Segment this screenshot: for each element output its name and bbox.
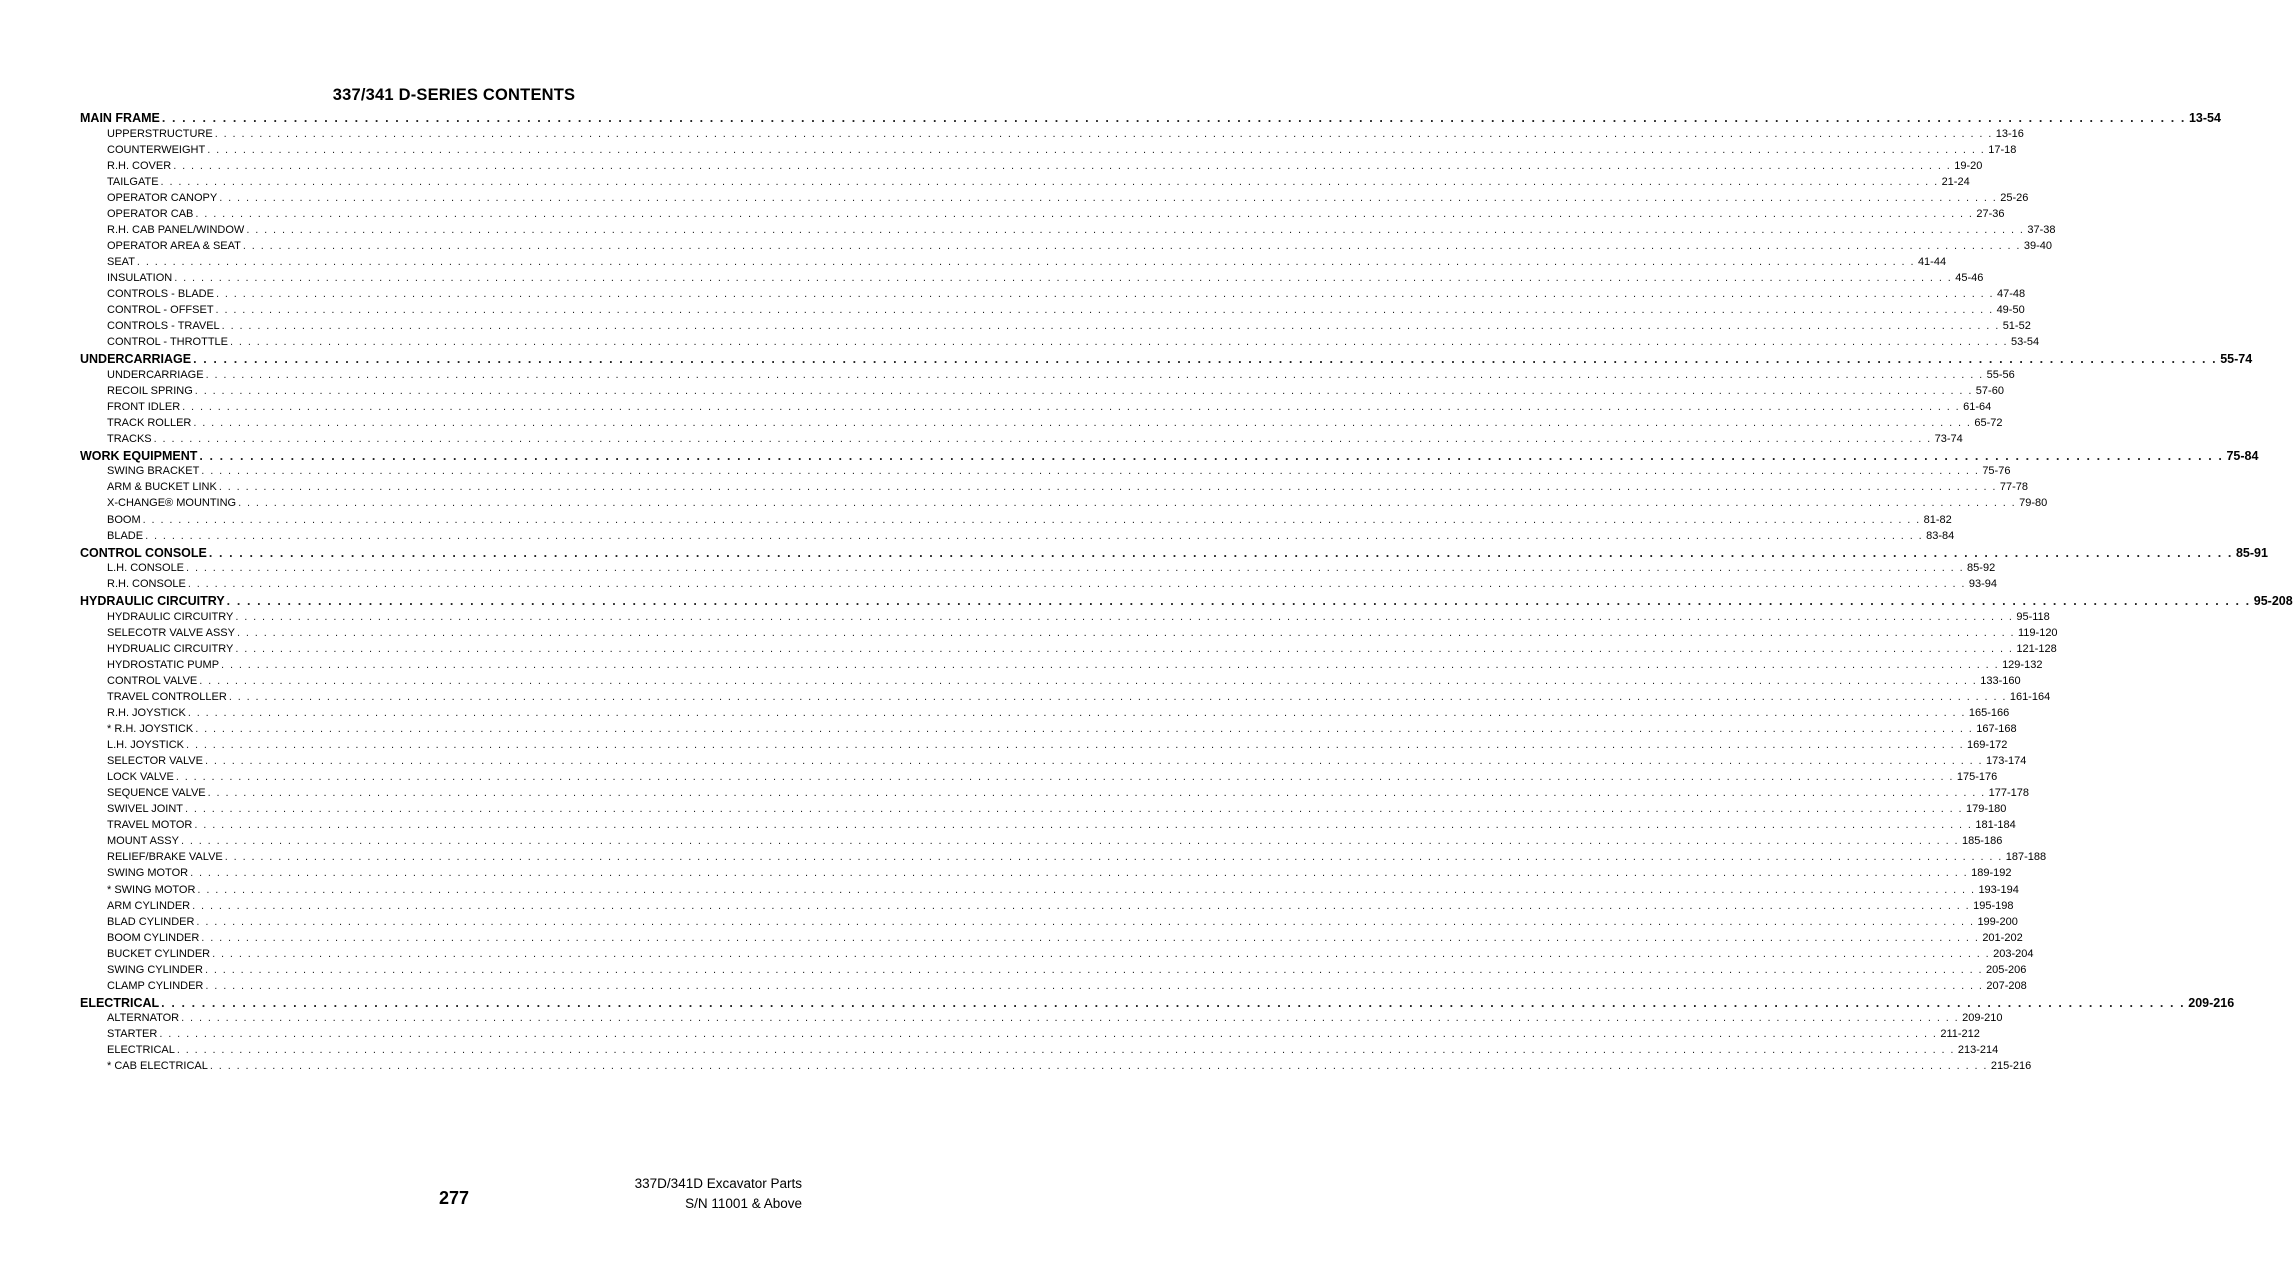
- toc-entry-pages: 61-64: [1963, 400, 1992, 413]
- toc-entry: [80, 304, 2025, 320]
- toc-entry: [80, 336, 2040, 352]
- toc-section-label: HYDRAULIC CIRCUITRY: [80, 594, 225, 609]
- dot-leader: . . . . . . . . . . . . . . . . . . . . . . . . . . . . . . . . . . . . . . . . . . . . . . . . . . . . . . . . . . . . . . . . . . . . . . . . . . . . . . . . . . . . . . . . . . . . . . . . . . . . . . . . . . . . . . . . . . . . . . . . . . . . . . . . . . . . . . . . . . . . . . . . . . . . . . . . . . . . . . . . . . . . . . . . . . . . . . . . . . . . . . . . . . . . . . . . . . . . . . . .: [221, 658, 2000, 671]
- dot-leader: . . . . . . . . . . . . . . . . . . . . . . . . . . . . . . . . . . . . . . . . . . . . . . . . . . . . . . . . . . . . . . . . . . . . . . . . . . . . . . . . . . . . . . . . . . . . . . . . . . . . . . . . . . . . . . . . . . . . . . . . . . . . . . . . . . . . . . . . . . . . . . . . . . . . . . . . . . . . . . . . . . . . . . . . . . . . . . . . . . . . . . . . . . . . . . . . . . . . . . . .: [221, 320, 2000, 333]
- toc-entry-pages: 181-184: [1975, 819, 2016, 832]
- dot-leader: . . . . . . . . . . . . . . . . . . . . . . . . . . . . . . . . . . . . . . . . . . . . . . . . . . . . . . . . . . . . . . . . . . . . . . . . . . . . . . . . . . . . . . . . . . . . . . . . . . . . . . . . . . . . . . . . . . . . . . . . . . . . . . . . . . . . . . . . . . . . . . . . . . . . . . . . . . . . . . . . . . . . . . . . . . . . . . . . . . . . . . . . . . . . . . . . . . . . . . . .: [201, 931, 1980, 944]
- toc-entry: [80, 674, 2021, 691]
- toc-section-pages: 75-84: [2226, 448, 2259, 463]
- toc-entry-pages: 213-214: [1957, 1044, 1999, 1057]
- toc-entry-label: R.H. COVER: [107, 159, 172, 172]
- toc-entry: [80, 465, 2011, 481]
- toc-entry-pages: 161-164: [2009, 690, 2051, 703]
- toc-entry-pages: 195-198: [1973, 899, 2014, 912]
- toc-entry-pages: 185-186: [1961, 835, 2003, 848]
- toc-section-label: WORK EQUIPMENT: [80, 448, 198, 463]
- toc-entry-pages: 41-44: [1917, 255, 1947, 268]
- toc-entry-label: SWING BRACKET: [107, 465, 200, 478]
- toc-entry-label: * R.H. JOYSTICK: [107, 723, 194, 736]
- toc-entry: [80, 947, 2034, 964]
- dot-leader: . . . . . . . . . . . . . . . . . . . . . . . . . . . . . . . . . . . . . . . . . . . . . . . . . . . . . . . . . . . . . . . . . . . . . . . . . . . . . . . . . . . . . . . . . . . . . . . . . . . . . . . . . . . . . . . . . . . . . . . . . . . . . . . . . . . . . . . . . . . . . . . . . . . . . . . . . . . . . . . . . . . . . . . . . . . . . . . . . . . . . . . . . . . . . . . . . . . . . . . .: [187, 578, 1966, 591]
- dot-leader: . . . . . . . . . . . . . . . . . . . . . . . . . . . . . . . . . . . . . . . . . . . . . . . . . . . . . . . . . . . . . . . . . . . . . . . . . . . . . . . . . . . . . . . . . . . . . . . . . . . . . . . . . . . . . . . . . . . . . . . . . . . . . . . . . . . . . . . . . . . . . . . . . . . . . . . . . . . . . . . . . . . . . . . . . . . . . . . . . . . . . . . . . . . . . . . . . . . . . . . .: [207, 143, 1986, 156]
- toc-entry-pages: 207-208: [1986, 979, 2027, 992]
- toc-entry: [80, 400, 1992, 417]
- toc-section-label: UNDERCARRIAGE: [80, 352, 192, 367]
- toc-entry: [80, 271, 1984, 288]
- toc-entry-label: UPPERSTRUCTURE: [107, 127, 213, 140]
- toc-entry-pages: 75-76: [1982, 465, 2011, 478]
- toc-entry: [80, 963, 2027, 980]
- toc-entry: [80, 707, 2010, 723]
- toc-entry-label: TRACK ROLLER: [107, 416, 192, 429]
- toc-entry-label: MOUNT ASSY: [107, 835, 179, 848]
- toc-entry-pages: 13-16: [1995, 127, 2024, 140]
- toc-entry-label: RELIEF/BRAKE VALVE: [107, 851, 223, 864]
- toc-entry-label: BUCKET CYLINDER: [107, 947, 211, 960]
- dot-leader: . . . . . . . . . . . . . . . . . . . . . . . . . . . . . . . . . . . . . . . . . . . . . . . . . . . . . . . . . . . . . . . . . . . . . . . . . . . . . . . . . . . . . . . . . . . . . . . . . . . . . . . . . . . . . . . . . . . . . . . . . . . . . . . . . . . . . . . . . . . . . . . . . . . . . . . . . . . . . . . . . . . . . . . . . . . . . . . . . . . . . . . . . . . . . . . . . . . . . . . .: [186, 739, 1965, 752]
- dot-leader: . . . . . . . . . . . . . . . . . . . . . . . . . . . . . . . . . . . . . . . . . . . . . . . . . . . . . . . . . . . . . . . . . . . . . . . . . . . . . . . . . . . . . . . . . . . . . . . . . . . . . . . . . . . . . . . . . . . . . . . . . . . . . . . . . . . . . . . . . . . . . . . . . . . . . . . . . . . . . . . . . . . . . . . . . . . . . . . . . . . . . . . . . . . . . . . . . . . . . . . .: [145, 529, 1924, 542]
- toc-entry: [80, 883, 2019, 900]
- toc-entry: [80, 642, 2057, 659]
- dot-leader: . . . . . . . . . . . . . . . . . . . . . . . . . . . . . . . . . . . . . . . . . . . . . . . . . . . . . . . . . . . . . . . . . . . . . . . . . . . . . . . . . . . . . . . . . . . . . . . . . . . . . . . . . . . . . . . . . . . . . . . . . . . . . . . . . . . . . . . . . . . . . . . . . . . . . . . . . . . . . . . . . . . . . . . . . . . . . . . . . . . . . . . . . . . . . . . . . . . . . . . .: [219, 191, 1998, 204]
- toc-entry-pages: 211-212: [1940, 1028, 1980, 1041]
- toc-section: [80, 448, 2259, 466]
- toc-entry: [80, 191, 2029, 208]
- toc-entry-pages: 45-46: [1955, 271, 1984, 284]
- toc-entry-label: * SWING MOTOR: [107, 883, 196, 896]
- toc-entry-pages: 95-118: [2016, 610, 2050, 623]
- toc-entry: [80, 578, 1998, 594]
- dot-leader: . . . . . . . . . . . . . . . . . . . . . . . . . . . . . . . . . . . . . . . . . . . . . . . . . . . . . . . . . . . . . . . . . . . . . . . . . . . . . . . . . . . . . . . . . . . . . . . . . . . . . . . . . . . . . . . . . . . . . . . . . . . . . . . . . . . . . . . . . . . . . . . . . . . . . . . . . . . . . . . . . . . . . . . . . . . . . . . . . . . . . . . . . . . . . . . . . . . . . . . .: [215, 304, 1994, 317]
- toc-section-label: MAIN FRAME: [80, 111, 160, 125]
- toc-section: [80, 111, 2221, 128]
- page-title: 337/341 D-SERIES CONTENTS: [332, 86, 576, 104]
- toc-entry-pages: 203-204: [1993, 947, 2034, 960]
- toc-entry: [80, 1012, 2003, 1028]
- toc-entry: [80, 739, 2008, 755]
- toc-entry-pages: 19-20: [1954, 159, 1983, 172]
- toc-entry: [80, 1028, 1980, 1044]
- toc-entry: [80, 368, 2015, 385]
- toc-entry: [80, 207, 2005, 224]
- dot-leader: . . . . . . . . . . . . . . . . . . . . . . . . . . . . . . . . . . . . . . . . . . . . . . . . . . . . . . . . . . . . . . . . . . . . . . . . . . . . . . . . . . . . . . . . . . . . . . . . . . . . . . . . . . . . . . . . . . . . . . . . . . . . . . . . . . . . . . . . . . . . . . . . . . . . . . . . . . . . . . . . . . . . . . . . . . . . . . . . . . . . . . . . . . . . . . . . . . . . . . . .: [212, 947, 1991, 960]
- toc-entry-pages: 215-216: [1990, 1060, 2032, 1073]
- toc-section-pages: 55-74: [2220, 352, 2253, 367]
- toc-entry-label: L.H. JOYSTICK: [107, 739, 185, 752]
- serial-range: S/N 11001 & Above: [685, 1196, 802, 1211]
- toc-entry-label: SELECOTR VALVE ASSY: [107, 626, 235, 639]
- toc-entry: [80, 851, 2047, 867]
- toc-entry-label: TRAVEL CONTROLLER: [107, 690, 227, 703]
- dot-leader: . . . . . . . . . . . . . . . . . . . . . . . . . . . . . . . . . . . . . . . . . . . . . . . . . . . . . . . . . . . . . . . . . . . . . . . . . . . . . . . . . . . . . . . . . . . . . . . . . . . . . . . . . . . . . . . . . . . . . . . . . . . . . . . . . . . . . . . . . . . . . . . . . . . . . . . . . . . . . . . . . . . . . . . . . . . . . . . . . . . . . . . . . . . . . . . . . . . . . . . .: [236, 626, 2015, 639]
- toc-entry-pages: 209-210: [1962, 1012, 2003, 1025]
- dot-leader: . . . . . . . . . . . . . . . . . . . . . . . . . . . . . . . . . . . . . . . . . . . . . . . . . . . . . . . . . . . . . . . . . . . . . . . . . . . . . . . . . . . . . . . . . . . . . . . . . . . . . . . . . . . . . . . . . . . . . . . . . . . . . . . . . . . . . . . . . . . . . . . . . . . . . . . . . . . . . . . . . . . . . . . . . . . . . . . . . . . . . . . . . . . . . . . . . . . . . . . .: [199, 448, 2224, 463]
- toc-entry-label: OPERATOR AREA & SEAT: [107, 239, 241, 252]
- toc-entry-pages: 53-54: [2011, 336, 2040, 349]
- toc-entry-label: SWIVEL JOINT: [107, 803, 183, 816]
- dot-leader: . . . . . . . . . . . . . . . . . . . . . . . . . . . . . . . . . . . . . . . . . . . . . . . . . . . . . . . . . . . . . . . . . . . . . . . . . . . . . . . . . . . . . . . . . . . . . . . . . . . . . . . . . . . . . . . . . . . . . . . . . . . . . . . . . . . . . . . . . . . . . . . . . . . . . . . . . . . . . . . . . . . . . . . . . . . . . . . . . . . . . . . . . . . . . . . . . . . . . . . .: [161, 111, 2186, 125]
- toc-section-pages: 95-208: [2253, 594, 2293, 609]
- toc-entry-label: FRONT IDLER: [107, 400, 181, 413]
- toc-entry: [80, 384, 2004, 401]
- toc-entry: [80, 658, 2043, 675]
- dot-leader: . . . . . . . . . . . . . . . . . . . . . . . . . . . . . . . . . . . . . . . . . . . . . . . . . . . . . . . . . . . . . . . . . . . . . . . . . . . . . . . . . . . . . . . . . . . . . . . . . . . . . . . . . . . . . . . . . . . . . . . . . . . . . . . . . . . . . . . . . . . . . . . . . . . . . . . . . . . . . . . . . . . . . . . . . . . . . . . . . . . . . . . . . . . . . . . . . . . . . . . .: [193, 416, 1972, 429]
- toc-entry-pages: 177-178: [1988, 787, 2030, 800]
- toc-entry-label: ELECTRICAL: [107, 1044, 175, 1057]
- toc-entry: [80, 867, 2012, 883]
- dot-leader: . . . . . . . . . . . . . . . . . . . . . . . . . . . . . . . . . . . . . . . . . . . . . . . . . . . . . . . . . . . . . . . . . . . . . . . . . . . . . . . . . . . . . . . . . . . . . . . . . . . . . . . . . . . . . . . . . . . . . . . . . . . . . . . . . . . . . . . . . . . . . . . . . . . . . . . . . . . . . . . . . . . . . . . . . . . . . . . . . . . . . . . . . . . . . . . . . . . . . . . .: [205, 368, 1984, 381]
- toc-entry-label: HYDROSTATIC PUMP: [107, 658, 220, 671]
- dot-leader: . . . . . . . . . . . . . . . . . . . . . . . . . . . . . . . . . . . . . . . . . . . . . . . . . . . . . . . . . . . . . . . . . . . . . . . . . . . . . . . . . . . . . . . . . . . . . . . . . . . . . . . . . . . . . . . . . . . . . . . . . . . . . . . . . . . . . . . . . . . . . . . . . . . . . . . . . . . . . . . . . . . . . . . . . . . . . . . . . . . . . . . . . . . . . . . . . . . . . . . .: [186, 562, 1965, 575]
- dot-leader: . . . . . . . . . . . . . . . . . . . . . . . . . . . . . . . . . . . . . . . . . . . . . . . . . . . . . . . . . . . . . . . . . . . . . . . . . . . . . . . . . . . . . . . . . . . . . . . . . . . . . . . . . . . . . . . . . . . . . . . . . . . . . . . . . . . . . . . . . . . . . . . . . . . . . . . . . . . . . . . . . . . . . . . . . . . . . . . . . . . . . . . . . . . . . . . . . . . . . . . .: [197, 883, 1976, 896]
- toc-section: [80, 545, 2268, 563]
- toc-entry: [80, 127, 2024, 144]
- dot-leader: . . . . . . . . . . . . . . . . . . . . . . . . . . . . . . . . . . . . . . . . . . . . . . . . . . . . . . . . . . . . . . . . . . . . . . . . . . . . . . . . . . . . . . . . . . . . . . . . . . . . . . . . . . . . . . . . . . . . . . . . . . . . . . . . . . . . . . . . . . . . . . . . . . . . . . . . . . . . . . . . . . . . . . . . . . . . . . . . . . . . . . . . . . . . . . . . . . . . . . . .: [195, 207, 1974, 220]
- toc-entry-pages: 119-120: [2018, 626, 2058, 639]
- toc-entry-label: TAILGATE: [107, 175, 159, 188]
- toc-entry-pages: 193-194: [1978, 883, 2019, 896]
- toc-entry-label: TRACKS: [107, 432, 152, 445]
- toc-entry-pages: 49-50: [1996, 304, 2025, 317]
- toc-entry-label: OPERATOR CAB: [107, 207, 194, 220]
- toc-entry-label: CONTROL - OFFSET: [107, 304, 214, 317]
- dot-leader: . . . . . . . . . . . . . . . . . . . . . . . . . . . . . . . . . . . . . . . . . . . . . . . . . . . . . . . . . . . . . . . . . . . . . . . . . . . . . . . . . . . . . . . . . . . . . . . . . . . . . . . . . . . . . . . . . . . . . . . . . . . . . . . . . . . . . . . . . . . . . . . . . . . . . . . . . . . . . . . . . . . . . . . . . . . . . . . . . . . . . . . . . . . . . . . . . . . . . . . .: [194, 819, 1973, 832]
- toc-section-pages: 13-54: [2188, 111, 2221, 125]
- toc-section: [80, 995, 2235, 1013]
- toc-entry-label: SEQUENCE VALVE: [107, 787, 206, 800]
- toc-entry: [80, 915, 2018, 932]
- dot-leader: . . . . . . . . . . . . . . . . . . . . . . . . . . . . . . . . . . . . . . . . . . . . . . . . . . . . . . . . . . . . . . . . . . . . . . . . . . . . . . . . . . . . . . . . . . . . . . . . . . . . . . . . . . . . . . . . . . . . . . . . . . . . . . . . . . . . . . . . . . . . . . . . . . . . . . . . . . . . . . . . . . . . . . . . . . . . . . . . . . . . . . . . . . . . . . . . . . . . . . . .: [238, 497, 2017, 510]
- toc-entry-pages: 37-38: [2027, 223, 2056, 236]
- toc-entry-pages: 133-160: [1980, 674, 2021, 687]
- dot-leader: . . . . . . . . . . . . . . . . . . . . . . . . . . . . . . . . . . . . . . . . . . . . . . . . . . . . . . . . . . . . . . . . . . . . . . . . . . . . . . . . . . . . . . . . . . . . . . . . . . . . . . . . . . . . . . . . . . . . . . . . . . . . . . . . . . . . . . . . . . . . . . . . . . . . . . . . . . . . . . . . . . . . . . . . . . . . . . . . . . . . . . . . . . . . . . . . . . . . . . . .: [204, 963, 1983, 976]
- toc-entry-label: R.H. CONSOLE: [107, 578, 186, 591]
- toc-entry-label: * CAB ELECTRICAL: [107, 1060, 208, 1073]
- dot-leader: . . . . . . . . . . . . . . . . . . . . . . . . . . . . . . . . . . . . . . . . . . . . . . . . . . . . . . . . . . . . . . . . . . . . . . . . . . . . . . . . . . . . . . . . . . . . . . . . . . . . . . . . . . . . . . . . . . . . . . . . . . . . . . . . . . . . . . . . . . . . . . . . . . . . . . . . . . . . . . . . . . . . . . . . . . . . . . . . . . . . . . . . . . . . . . . . . . . . . . . .: [182, 400, 1961, 413]
- toc-entry: [80, 1060, 2032, 1076]
- dot-leader: . . . . . . . . . . . . . . . . . . . . . . . . . . . . . . . . . . . . . . . . . . . . . . . . . . . . . . . . . . . . . . . . . . . . . . . . . . . . . . . . . . . . . . . . . . . . . . . . . . . . . . . . . . . . . . . . . . . . . . . . . . . . . . . . . . . . . . . . . . . . . . . . . . . . . . . . . . . . . . . . . . . . . . . . . . . . . . . . . . . . . . . . . . . . . . . . . . . . . . . .: [201, 465, 1980, 478]
- toc-entry: [80, 159, 1983, 176]
- toc-entry-label: BOOM CYLINDER: [107, 931, 200, 944]
- dot-leader: . . . . . . . . . . . . . . . . . . . . . . . . . . . . . . . . . . . . . . . . . . . . . . . . . . . . . . . . . . . . . . . . . . . . . . . . . . . . . . . . . . . . . . . . . . . . . . . . . . . . . . . . . . . . . . . . . . . . . . . . . . . . . . . . . . . . . . . . . . . . . . . . . . . . . . . . . . . . . . . . . . . . . . . . . . . . . . . . . . . . . . . . . . . . . . . . . . . . . . . .: [153, 432, 1932, 445]
- dot-leader: . . . . . . . . . . . . . . . . . . . . . . . . . . . . . . . . . . . . . . . . . . . . . . . . . . . . . . . . . . . . . . . . . . . . . . . . . . . . . . . . . . . . . . . . . . . . . . . . . . . . . . . . . . . . . . . . . . . . . . . . . . . . . . . . . . . . . . . . . . . . . . . . . . . . . . . . . . . . . . . . . . . . . . . . . . . . . . . . . . . . . . . . . . . . . . . . . . . . . . . .: [192, 899, 1971, 912]
- dot-leader: . . . . . . . . . . . . . . . . . . . . . . . . . . . . . . . . . . . . . . . . . . . . . . . . . . . . . . . . . . . . . . . . . . . . . . . . . . . . . . . . . . . . . . . . . . . . . . . . . . . . . . . . . . . . . . . . . . . . . . . . . . . . . . . . . . . . . . . . . . . . . . . . . . . . . . . . . . . . . . . . . . . . . . . . . . . . . . . . . . . . . . . . . . . . . . . . . . . . . . . .: [215, 287, 1994, 300]
- toc-entry: [80, 835, 2003, 851]
- toc-entry: [80, 287, 2026, 304]
- toc-entry-pages: 65-72: [1974, 416, 2003, 429]
- toc-entry-label: BLADE: [107, 529, 144, 542]
- toc-entry-pages: 129-132: [2002, 658, 2043, 671]
- toc-entry: [80, 723, 2017, 739]
- toc-entry-label: ARM CYLINDER: [107, 899, 191, 912]
- toc-entry-label: CONTROL VALVE: [107, 674, 198, 687]
- dot-leader: . . . . . . . . . . . . . . . . . . . . . . . . . . . . . . . . . . . . . . . . . . . . . . . . . . . . . . . . . . . . . . . . . . . . . . . . . . . . . . . . . . . . . . . . . . . . . . . . . . . . . . . . . . . . . . . . . . . . . . . . . . . . . . . . . . . . . . . . . . . . . . . . . . . . . . . . . . . . . . . . . . . . . . . . . . . . . . . . . . . . . . . . . . . . . . . . . . . . . . . .: [235, 610, 2014, 623]
- dot-leader: . . . . . . . . . . . . . . . . . . . . . . . . . . . . . . . . . . . . . . . . . . . . . . . . . . . . . . . . . . . . . . . . . . . . . . . . . . . . . . . . . . . . . . . . . . . . . . . . . . . . . . . . . . . . . . . . . . . . . . . . . . . . . . . . . . . . . . . . . . . . . . . . . . . . . . . . . . . . . . . . . . . . . . . . . . . . . . . . . . . . . . . . . . . . . . . . . . . . . . . .: [228, 690, 2007, 703]
- toc-entry-pages: 21-24: [1941, 175, 1970, 188]
- toc-entry-label: OPERATOR CANOPY: [107, 191, 218, 204]
- toc-entry-label: LOCK VALVE: [107, 771, 174, 784]
- toc-entry-label: STARTER: [107, 1028, 158, 1041]
- toc-entry: [80, 481, 2028, 497]
- toc-entry: [80, 690, 2051, 707]
- toc-entry: [80, 175, 1970, 192]
- dot-leader: . . . . . . . . . . . . . . . . . . . . . . . . . . . . . . . . . . . . . . . . . . . . . . . . . . . . . . . . . . . . . . . . . . . . . . . . . . . . . . . . . . . . . . . . . . . . . . . . . . . . . . . . . . . . . . . . . . . . . . . . . . . . . . . . . . . . . . . . . . . . . . . . . . . . . . . . . . . . . . . . . . . . . . . . . . . . . . . . . . . . . . . . . . . . . . . . . . . . . . . .: [187, 707, 1966, 719]
- toc-entry-pages: 79-80: [2019, 497, 2048, 510]
- toc-section: [80, 352, 2253, 369]
- toc-entry-label: SWING CYLINDER: [107, 963, 203, 976]
- dot-leader: . . . . . . . . . . . . . . . . . . . . . . . . . . . . . . . . . . . . . . . . . . . . . . . . . . . . . . . . . . . . . . . . . . . . . . . . . . . . . . . . . . . . . . . . . . . . . . . . . . . . . . . . . . . . . . . . . . . . . . . . . . . . . . . . . . . . . . . . . . . . . . . . . . . . . . . . . . . . . . . . . . . . . . . . . . . . . . . . . . . . . . . . . . . . . . . . . . . . . . . .: [214, 127, 1993, 140]
- dot-leader: . . . . . . . . . . . . . . . . . . . . . . . . . . . . . . . . . . . . . . . . . . . . . . . . . . . . . . . . . . . . . . . . . . . . . . . . . . . . . . . . . . . . . . . . . . . . . . . . . . . . . . . . . . . . . . . . . . . . . . . . . . . . . . . . . . . . . . . . . . . . . . . . . . . . . . . . . . . . . . . . . . . . . . . . . . . . . . . . . . . . . . . . . . . . . . . . . . . . . . . .: [224, 851, 2003, 864]
- toc-entry-pages: 173-174: [1986, 755, 2027, 768]
- toc-entry-label: BLAD CYLINDER: [107, 915, 195, 928]
- dot-leader: . . . . . . . . . . . . . . . . . . . . . . . . . . . . . . . . . . . . . . . . . . . . . . . . . . . . . . . . . . . . . . . . . . . . . . . . . . . . . . . . . . . . . . . . . . . . . . . . . . . . . . . . . . . . . . . . . . . . . . . . . . . . . . . . . . . . . . . . . . . . . . . . . . . . . . . . . . . . . . . . . . . . . . . . . . . . . . . . . . . . . . . . . . . . . . . . . . . . . . . .: [193, 352, 2218, 367]
- toc-section: [80, 594, 2293, 611]
- dot-leader: . . . . . . . . . . . . . . . . . . . . . . . . . . . . . . . . . . . . . . . . . . . . . . . . . . . . . . . . . . . . . . . . . . . . . . . . . . . . . . . . . . . . . . . . . . . . . . . . . . . . . . . . . . . . . . . . . . . . . . . . . . . . . . . . . . . . . . . . . . . . . . . . . . . . . . . . . . . . . . . . . . . . . . . . . . . . . . . . . . . . . . . . . . . . . . . . . . . . . . . .: [174, 271, 1953, 284]
- toc-entry-label: L.H. CONSOLE: [107, 562, 185, 575]
- toc-entry-pages: 17-18: [1988, 143, 2017, 156]
- dot-leader: . . . . . . . . . . . . . . . . . . . . . . . . . . . . . . . . . . . . . . . . . . . . . . . . . . . . . . . . . . . . . . . . . . . . . . . . . . . . . . . . . . . . . . . . . . . . . . . . . . . . . . . . . . . . . . . . . . . . . . . . . . . . . . . . . . . . . . . . . . . . . . . . . . . . . . . . . . . . . . . . . . . . . . . . . . . . . . . . . . . . . . . . . . . . . . . . . . . . . . . .: [199, 674, 1978, 687]
- dot-leader: . . . . . . . . . . . . . . . . . . . . . . . . . . . . . . . . . . . . . . . . . . . . . . . . . . . . . . . . . . . . . . . . . . . . . . . . . . . . . . . . . . . . . . . . . . . . . . . . . . . . . . . . . . . . . . . . . . . . . . . . . . . . . . . . . . . . . . . . . . . . . . . . . . . . . . . . . . . . . . . . . . . . . . . . . . . . . . . . . . . . . . . . . . . . . . . . . . . . . . . .: [159, 1028, 1938, 1041]
- toc-entry-label: CLAMP CYLINDER: [107, 979, 204, 992]
- toc-entry: [80, 255, 1947, 272]
- toc-entry: [80, 529, 1955, 546]
- toc-entry-pages: 57-60: [1975, 384, 2004, 397]
- dot-leader: . . . . . . . . . . . . . . . . . . . . . . . . . . . . . . . . . . . . . . . . . . . . . . . . . . . . . . . . . . . . . . . . . . . . . . . . . . . . . . . . . . . . . . . . . . . . . . . . . . . . . . . . . . . . . . . . . . . . . . . . . . . . . . . . . . . . . . . . . . . . . . . . . . . . . . . . . . . . . . . . . . . . . . . . . . . . . . . . . . . . . . . . . . . . . . . . . . . . . . . .: [226, 594, 2251, 609]
- toc-entry: [80, 787, 2030, 803]
- toc-section-pages: 85-91: [2235, 545, 2268, 560]
- toc-entry-label: X-CHANGE® MOUNTING: [107, 497, 237, 510]
- toc-entry-pages: 189-192: [1971, 867, 2012, 880]
- dot-leader: . . . . . . . . . . . . . . . . . . . . . . . . . . . . . . . . . . . . . . . . . . . . . . . . . . . . . . . . . . . . . . . . . . . . . . . . . . . . . . . . . . . . . . . . . . . . . . . . . . . . . . . . . . . . . . . . . . . . . . . . . . . . . . . . . . . . . . . . . . . . . . . . . . . . . . . . . . . . . . . . . . . . . . . . . . . . . . . . . . . . . . . . . . . . . . . . . . . . . . . .: [242, 239, 2021, 252]
- toc-entry-pages: 39-40: [2023, 239, 2053, 252]
- page-number: 277: [438, 1188, 470, 1208]
- toc-entry: [80, 931, 2023, 948]
- dot-leader: . . . . . . . . . . . . . . . . . . . . . . . . . . . . . . . . . . . . . . . . . . . . . . . . . . . . . . . . . . . . . . . . . . . . . . . . . . . . . . . . . . . . . . . . . . . . . . . . . . . . . . . . . . . . . . . . . . . . . . . . . . . . . . . . . . . . . . . . . . . . . . . . . . . . . . . . . . . . . . . . . . . . . . . . . . . . . . . . . . . . . . . . . . . . . . . . . . . . . . . .: [173, 159, 1952, 172]
- manual-title: 337D/341D Excavator Parts: [634, 1176, 802, 1191]
- dot-leader: . . . . . . . . . . . . . . . . . . . . . . . . . . . . . . . . . . . . . . . . . . . . . . . . . . . . . . . . . . . . . . . . . . . . . . . . . . . . . . . . . . . . . . . . . . . . . . . . . . . . . . . . . . . . . . . . . . . . . . . . . . . . . . . . . . . . . . . . . . . . . . . . . . . . . . . . . . . . . . . . . . . . . . . . . . . . . . . . . . . . . . . . . . . . . . . . . . . . . . . .: [181, 1012, 1960, 1025]
- toc-entry: [80, 223, 2056, 240]
- dot-leader: . . . . . . . . . . . . . . . . . . . . . . . . . . . . . . . . . . . . . . . . . . . . . . . . . . . . . . . . . . . . . . . . . . . . . . . . . . . . . . . . . . . . . . . . . . . . . . . . . . . . . . . . . . . . . . . . . . . . . . . . . . . . . . . . . . . . . . . . . . . . . . . . . . . . . . . . . . . . . . . . . . . . . . . . . . . . . . . . . . . . . . . . . . . . . . . . . . . . . . . .: [136, 255, 1915, 268]
- toc-entry-pages: 73-74: [1934, 432, 1963, 445]
- toc-entry-pages: 55-56: [1986, 368, 2015, 381]
- toc-entry-pages: 165-166: [1968, 707, 2010, 719]
- toc-entry: [80, 610, 2050, 627]
- toc-entry-pages: 83-84: [1926, 529, 1955, 542]
- toc-entry-pages: 81-82: [1923, 513, 1952, 526]
- toc-entry-pages: 25-26: [2000, 191, 2029, 204]
- table-of-contents: [80, 111, 2293, 1077]
- toc-entry-pages: 77-78: [1999, 481, 2028, 494]
- dot-leader: . . . . . . . . . . . . . . . . . . . . . . . . . . . . . . . . . . . . . . . . . . . . . . . . . . . . . . . . . . . . . . . . . . . . . . . . . . . . . . . . . . . . . . . . . . . . . . . . . . . . . . . . . . . . . . . . . . . . . . . . . . . . . . . . . . . . . . . . . . . . . . . . . . . . . . . . . . . . . . . . . . . . . . . . . . . . . . . . . . . . . . . . . . . . . . . . . . . . . . . .: [230, 336, 2009, 349]
- toc-entry: [80, 819, 2016, 835]
- toc-entry-pages: 201-202: [1982, 931, 2023, 944]
- toc-entry-pages: 47-48: [1996, 287, 2026, 300]
- toc-entry-label: BOOM: [107, 513, 141, 526]
- dot-leader: . . . . . . . . . . . . . . . . . . . . . . . . . . . . . . . . . . . . . . . . . . . . . . . . . . . . . . . . . . . . . . . . . . . . . . . . . . . . . . . . . . . . . . . . . . . . . . . . . . . . . . . . . . . . . . . . . . . . . . . . . . . . . . . . . . . . . . . . . . . . . . . . . . . . . . . . . . . . . . . . . . . . . . . . . . . . . . . . . . . . . . . . . . . . . . . . . . . . . . . .: [209, 1060, 1988, 1073]
- dot-leader: . . . . . . . . . . . . . . . . . . . . . . . . . . . . . . . . . . . . . . . . . . . . . . . . . . . . . . . . . . . . . . . . . . . . . . . . . . . . . . . . . . . . . . . . . . . . . . . . . . . . . . . . . . . . . . . . . . . . . . . . . . . . . . . . . . . . . . . . . . . . . . . . . . . . . . . . . . . . . . . . . . . . . . . . . . . . . . . . . . . . . . . . . . . . . . . . . . . . . . . .: [180, 835, 1959, 848]
- toc-entry-pages: 187-188: [2005, 851, 2047, 864]
- toc-entry-pages: 85-92: [1967, 562, 1996, 575]
- dot-leader: . . . . . . . . . . . . . . . . . . . . . . . . . . . . . . . . . . . . . . . . . . . . . . . . . . . . . . . . . . . . . . . . . . . . . . . . . . . . . . . . . . . . . . . . . . . . . . . . . . . . . . . . . . . . . . . . . . . . . . . . . . . . . . . . . . . . . . . . . . . . . . . . . . . . . . . . . . . . . . . . . . . . . . . . . . . . . . . . . . . . . . . . . . . . . . . . . . . . . . . .: [196, 915, 1975, 928]
- toc-entry: [80, 626, 2058, 643]
- toc-entry-pages: 205-206: [1985, 963, 2027, 976]
- toc-entry-pages: 169-172: [1967, 739, 2008, 752]
- dot-leader: . . . . . . . . . . . . . . . . . . . . . . . . . . . . . . . . . . . . . . . . . . . . . . . . . . . . . . . . . . . . . . . . . . . . . . . . . . . . . . . . . . . . . . . . . . . . . . . . . . . . . . . . . . . . . . . . . . . . . . . . . . . . . . . . . . . . . . . . . . . . . . . . . . . . . . . . . . . . . . . . . . . . . . . . . . . . . . . . . . . . . . . . . . . . . . . . . . . . . . . .: [176, 1044, 1955, 1057]
- dot-leader: . . . . . . . . . . . . . . . . . . . . . . . . . . . . . . . . . . . . . . . . . . . . . . . . . . . . . . . . . . . . . . . . . . . . . . . . . . . . . . . . . . . . . . . . . . . . . . . . . . . . . . . . . . . . . . . . . . . . . . . . . . . . . . . . . . . . . . . . . . . . . . . . . . . . . . . . . . . . . . . . . . . . . . . . . . . . . . . . . . . . . . . . . . . . . . . . . . . . . . . .: [175, 771, 1954, 784]
- toc-entry-pages: 179-180: [1966, 803, 2007, 816]
- toc-entry: [80, 416, 2003, 433]
- toc-entry-label: HYDRAULIC CIRCUITRY: [107, 610, 234, 623]
- toc-entry-pages: 167-168: [1976, 723, 2017, 736]
- toc-entry: [80, 979, 2027, 996]
- toc-entry: [80, 803, 2007, 819]
- dot-leader: . . . . . . . . . . . . . . . . . . . . . . . . . . . . . . . . . . . . . . . . . . . . . . . . . . . . . . . . . . . . . . . . . . . . . . . . . . . . . . . . . . . . . . . . . . . . . . . . . . . . . . . . . . . . . . . . . . . . . . . . . . . . . . . . . . . . . . . . . . . . . . . . . . . . . . . . . . . . . . . . . . . . . . . . . . . . . . . . . . . . . . . . . . . . . . . . . . . . . . . .: [208, 545, 2233, 560]
- toc-entry-label: CONTROL - THROTTLE: [107, 336, 229, 349]
- toc-entry: [80, 513, 1952, 530]
- toc-section-pages: 209-216: [2188, 995, 2235, 1010]
- toc-entry-label: R.H. CAB PANEL/WINDOW: [107, 223, 245, 236]
- toc-entry-label: SEAT: [107, 255, 135, 268]
- toc-entry-pages: 199-200: [1977, 915, 2018, 928]
- dot-leader: . . . . . . . . . . . . . . . . . . . . . . . . . . . . . . . . . . . . . . . . . . . . . . . . . . . . . . . . . . . . . . . . . . . . . . . . . . . . . . . . . . . . . . . . . . . . . . . . . . . . . . . . . . . . . . . . . . . . . . . . . . . . . . . . . . . . . . . . . . . . . . . . . . . . . . . . . . . . . . . . . . . . . . . . . . . . . . . . . . . . . . . . . . . . . . . . . . . . . . . .: [160, 175, 1939, 188]
- toc-entry-label: RECOIL SPRING: [107, 384, 193, 397]
- toc-entry: [80, 562, 1996, 578]
- toc-entry-label: CONTROLS - TRAVEL: [107, 320, 220, 333]
- dot-leader: . . . . . . . . . . . . . . . . . . . . . . . . . . . . . . . . . . . . . . . . . . . . . . . . . . . . . . . . . . . . . . . . . . . . . . . . . . . . . . . . . . . . . . . . . . . . . . . . . . . . . . . . . . . . . . . . . . . . . . . . . . . . . . . . . . . . . . . . . . . . . . . . . . . . . . . . . . . . . . . . . . . . . . . . . . . . . . . . . . . . . . . . . . . . . . . . . . . . . . . .: [207, 787, 1986, 800]
- dot-leader: . . . . . . . . . . . . . . . . . . . . . . . . . . . . . . . . . . . . . . . . . . . . . . . . . . . . . . . . . . . . . . . . . . . . . . . . . . . . . . . . . . . . . . . . . . . . . . . . . . . . . . . . . . . . . . . . . . . . . . . . . . . . . . . . . . . . . . . . . . . . . . . . . . . . . . . . . . . . . . . . . . . . . . . . . . . . . . . . . . . . . . . . . . . . . . . . . . . . . . . .: [190, 867, 1969, 880]
- toc-entry-pages: 121-128: [2016, 642, 2057, 655]
- dot-leader: . . . . . . . . . . . . . . . . . . . . . . . . . . . . . . . . . . . . . . . . . . . . . . . . . . . . . . . . . . . . . . . . . . . . . . . . . . . . . . . . . . . . . . . . . . . . . . . . . . . . . . . . . . . . . . . . . . . . . . . . . . . . . . . . . . . . . . . . . . . . . . . . . . . . . . . . . . . . . . . . . . . . . . . . . . . . . . . . . . . . . . . . . . . . . . . . . . . . . . . .: [194, 384, 1973, 397]
- toc-entry-label: ALTERNATOR: [107, 1012, 180, 1025]
- toc-entry: [80, 497, 2048, 513]
- toc-entry-label: INSULATION: [107, 271, 173, 284]
- toc-entry-label: ARM & BUCKET LINK: [107, 481, 217, 494]
- toc-section-label: CONTROL CONSOLE: [80, 545, 207, 560]
- toc-entry: [80, 239, 2053, 256]
- toc-entry-label: TRAVEL MOTOR: [107, 819, 193, 832]
- toc-entry-label: UNDERCARRIAGE: [107, 368, 204, 381]
- dot-leader: . . . . . . . . . . . . . . . . . . . . . . . . . . . . . . . . . . . . . . . . . . . . . . . . . . . . . . . . . . . . . . . . . . . . . . . . . . . . . . . . . . . . . . . . . . . . . . . . . . . . . . . . . . . . . . . . . . . . . . . . . . . . . . . . . . . . . . . . . . . . . . . . . . . . . . . . . . . . . . . . . . . . . . . . . . . . . . . . . . . . . . . . . . . . . . . . . . . . . . . .: [205, 979, 1984, 992]
- toc-entry: [80, 143, 2017, 160]
- toc-entry-pages: 175-176: [1956, 771, 1998, 784]
- toc-entry-label: COUNTERWEIGHT: [107, 143, 206, 156]
- toc-entry-pages: 93-94: [1968, 578, 1998, 591]
- dot-leader: . . . . . . . . . . . . . . . . . . . . . . . . . . . . . . . . . . . . . . . . . . . . . . . . . . . . . . . . . . . . . . . . . . . . . . . . . . . . . . . . . . . . . . . . . . . . . . . . . . . . . . . . . . . . . . . . . . . . . . . . . . . . . . . . . . . . . . . . . . . . . . . . . . . . . . . . . . . . . . . . . . . . . . . . . . . . . . . . . . . . . . . . . . . . . . . . . . . . . . . .: [142, 513, 1921, 526]
- toc-entry-label: SWING MOTOR: [107, 867, 189, 880]
- toc-entry-label: SELECTOR VALVE: [107, 755, 203, 768]
- dot-leader: . . . . . . . . . . . . . . . . . . . . . . . . . . . . . . . . . . . . . . . . . . . . . . . . . . . . . . . . . . . . . . . . . . . . . . . . . . . . . . . . . . . . . . . . . . . . . . . . . . . . . . . . . . . . . . . . . . . . . . . . . . . . . . . . . . . . . . . . . . . . . . . . . . . . . . . . . . . . . . . . . . . . . . . . . . . . . . . . . . . . . . . . . . . . . . . . . . . . . . . .: [185, 803, 1964, 816]
- footer-info: [635, 1174, 802, 1214]
- dot-leader: . . . . . . . . . . . . . . . . . . . . . . . . . . . . . . . . . . . . . . . . . . . . . . . . . . . . . . . . . . . . . . . . . . . . . . . . . . . . . . . . . . . . . . . . . . . . . . . . . . . . . . . . . . . . . . . . . . . . . . . . . . . . . . . . . . . . . . . . . . . . . . . . . . . . . . . . . . . . . . . . . . . . . . . . . . . . . . . . . . . . . . . . . . . . . . . . . . . . . . . .: [218, 481, 1997, 494]
- toc-entry: [80, 755, 2027, 771]
- toc-entry: [80, 432, 1963, 449]
- toc-entry-label: CONTROLS - BLADE: [107, 287, 214, 300]
- toc-entry-pages: 51-52: [2002, 320, 2031, 333]
- toc-entry-label: R.H. JOYSTICK: [107, 707, 186, 719]
- toc-entry: [80, 320, 2031, 336]
- toc-entry: [80, 1044, 1999, 1060]
- dot-leader: . . . . . . . . . . . . . . . . . . . . . . . . . . . . . . . . . . . . . . . . . . . . . . . . . . . . . . . . . . . . . . . . . . . . . . . . . . . . . . . . . . . . . . . . . . . . . . . . . . . . . . . . . . . . . . . . . . . . . . . . . . . . . . . . . . . . . . . . . . . . . . . . . . . . . . . . . . . . . . . . . . . . . . . . . . . . . . . . . . . . . . . . . . . . . . . . . . . . . . . .: [195, 723, 1974, 736]
- dot-leader: . . . . . . . . . . . . . . . . . . . . . . . . . . . . . . . . . . . . . . . . . . . . . . . . . . . . . . . . . . . . . . . . . . . . . . . . . . . . . . . . . . . . . . . . . . . . . . . . . . . . . . . . . . . . . . . . . . . . . . . . . . . . . . . . . . . . . . . . . . . . . . . . . . . . . . . . . . . . . . . . . . . . . . . . . . . . . . . . . . . . . . . . . . . . . . . . . . . . . . . .: [161, 995, 2186, 1010]
- toc-section-label: ELECTRICAL: [80, 995, 160, 1010]
- dot-leader: . . . . . . . . . . . . . . . . . . . . . . . . . . . . . . . . . . . . . . . . . . . . . . . . . . . . . . . . . . . . . . . . . . . . . . . . . . . . . . . . . . . . . . . . . . . . . . . . . . . . . . . . . . . . . . . . . . . . . . . . . . . . . . . . . . . . . . . . . . . . . . . . . . . . . . . . . . . . . . . . . . . . . . . . . . . . . . . . . . . . . . . . . . . . . . . . . . . . . . . .: [246, 223, 2025, 236]
- dot-leader: . . . . . . . . . . . . . . . . . . . . . . . . . . . . . . . . . . . . . . . . . . . . . . . . . . . . . . . . . . . . . . . . . . . . . . . . . . . . . . . . . . . . . . . . . . . . . . . . . . . . . . . . . . . . . . . . . . . . . . . . . . . . . . . . . . . . . . . . . . . . . . . . . . . . . . . . . . . . . . . . . . . . . . . . . . . . . . . . . . . . . . . . . . . . . . . . . . . . . . . .: [235, 642, 2014, 655]
- toc-entry-pages: 27-36: [1976, 207, 2005, 220]
- toc-entry: [80, 899, 2014, 916]
- toc-entry: [80, 771, 1998, 787]
- dot-leader: . . . . . . . . . . . . . . . . . . . . . . . . . . . . . . . . . . . . . . . . . . . . . . . . . . . . . . . . . . . . . . . . . . . . . . . . . . . . . . . . . . . . . . . . . . . . . . . . . . . . . . . . . . . . . . . . . . . . . . . . . . . . . . . . . . . . . . . . . . . . . . . . . . . . . . . . . . . . . . . . . . . . . . . . . . . . . . . . . . . . . . . . . . . . . . . . . . . . . . . .: [204, 755, 1983, 768]
- toc-entry-label: HYDRUALIC CIRCUITRY: [107, 642, 234, 655]
